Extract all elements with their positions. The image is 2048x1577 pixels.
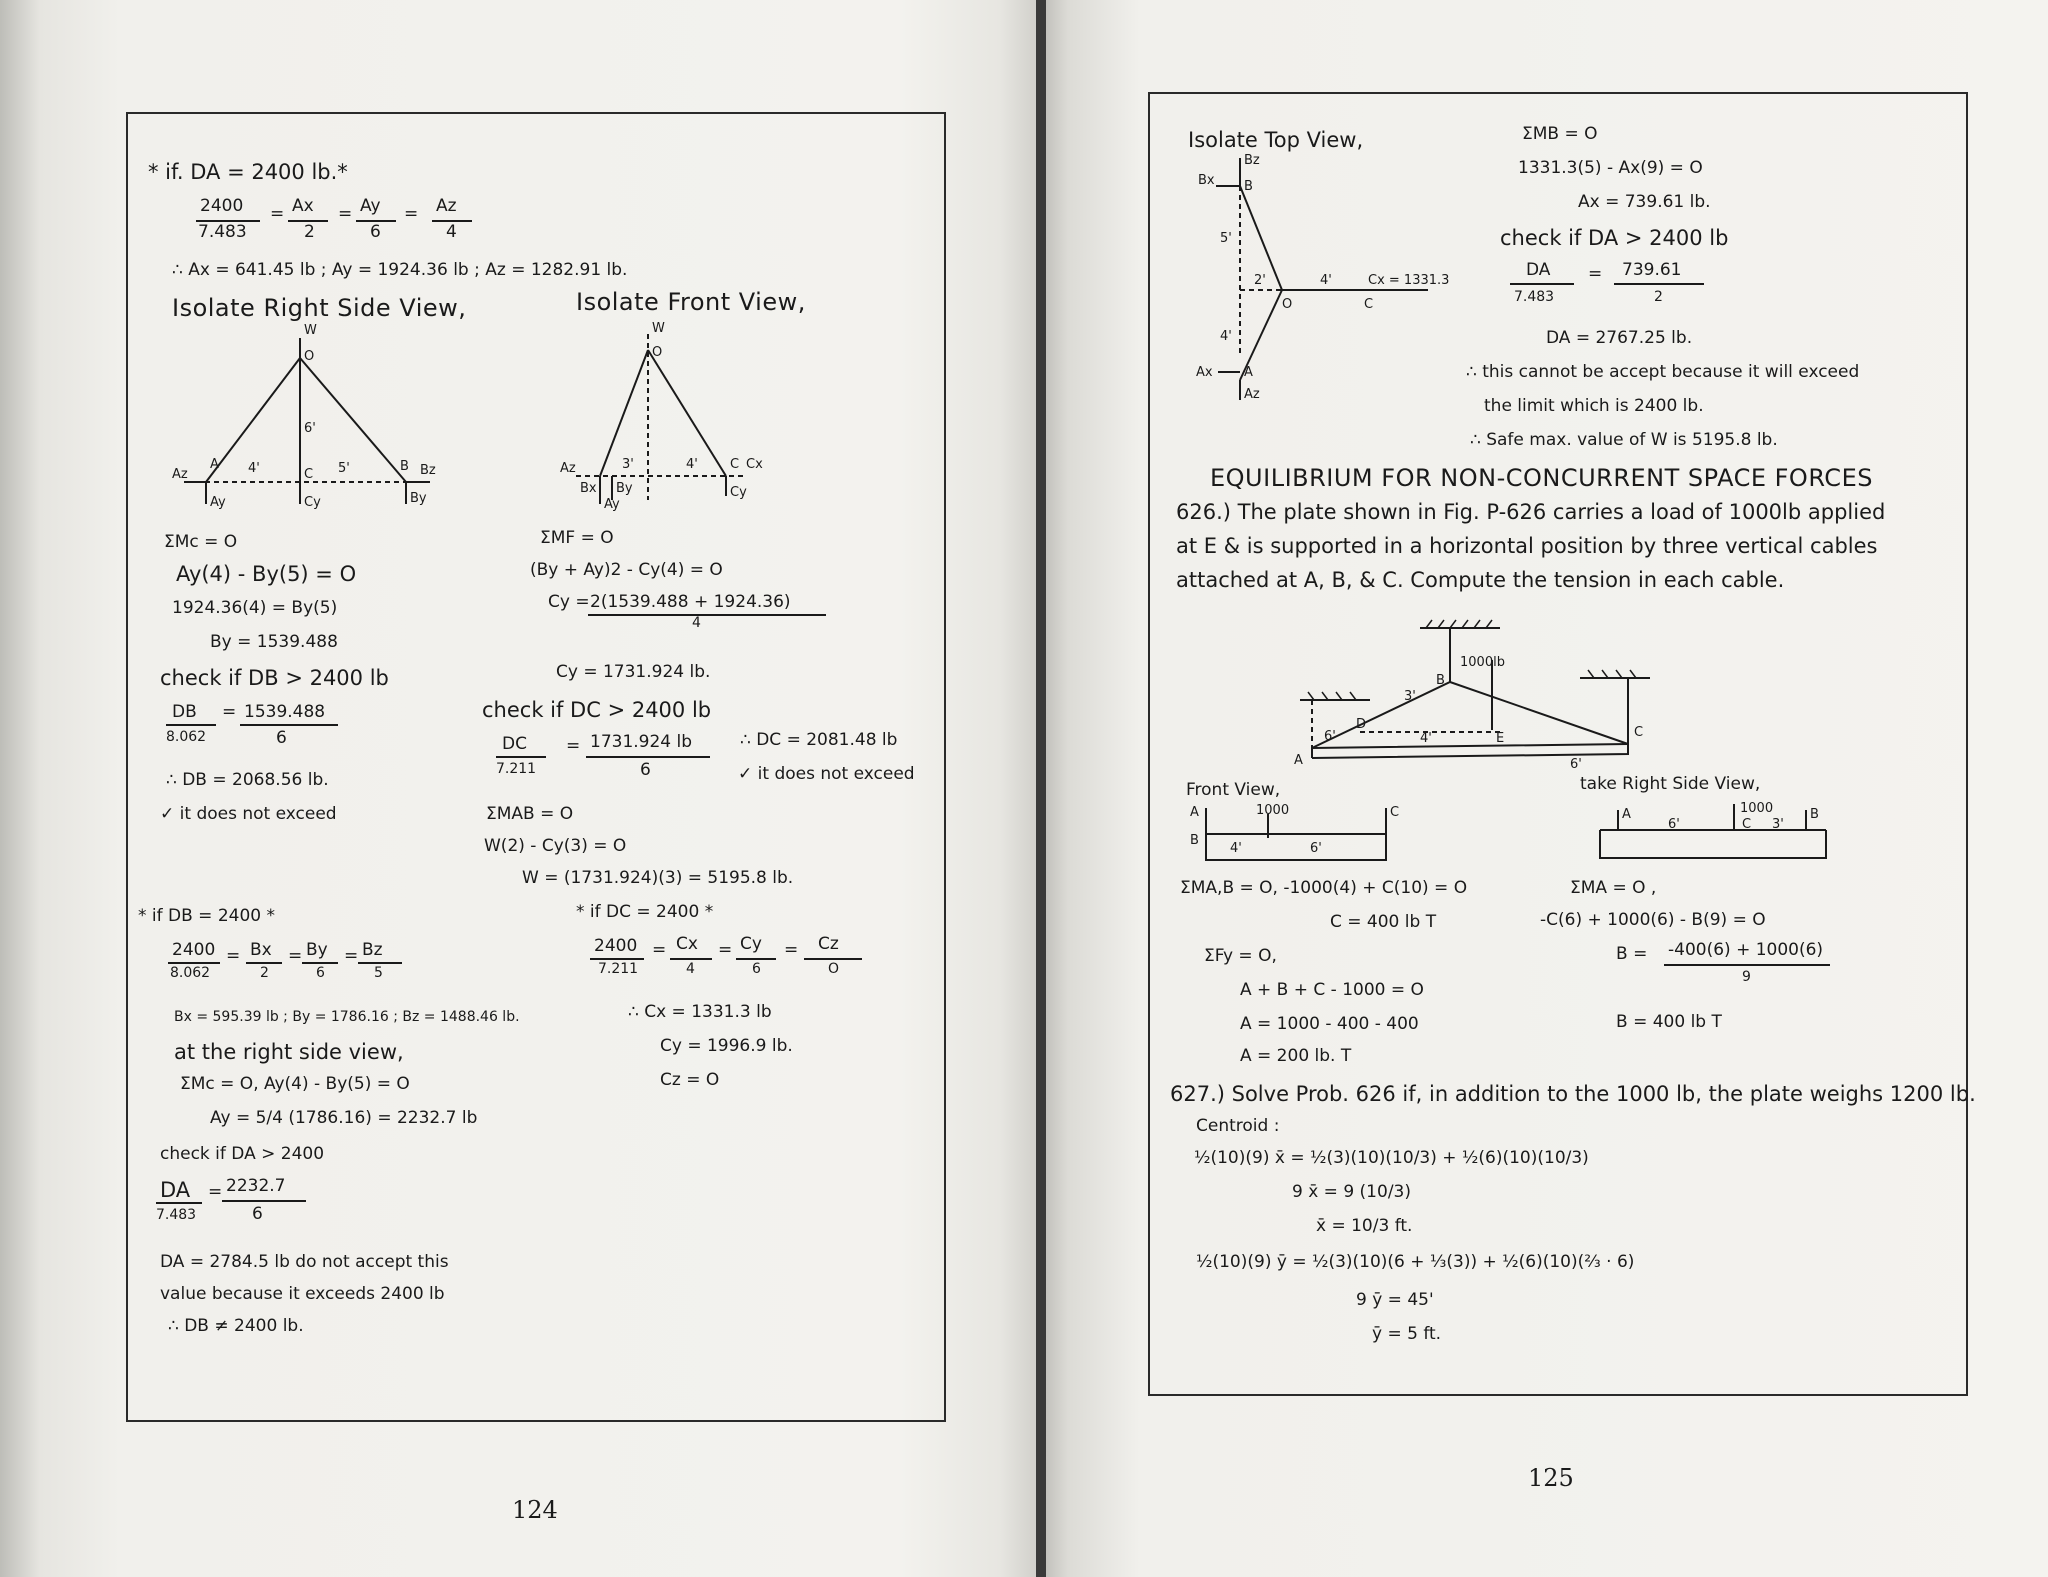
right-side-note: at the right side view, (174, 1040, 404, 1064)
cz-value: Cz = O (660, 1070, 720, 1090)
problem-626-line-1: 626.) The plate shown in Fig. P-626 carries a load of 1000lb applied (1176, 500, 1886, 524)
a-label: A (1622, 807, 1631, 822)
eq-by-ay: (By + Ay)2 - Cy(4) = O (530, 560, 723, 580)
centroid-eq-4: ½(10)(9) ȳ = ½(3)(10)(6 + ⅓(3)) + ½(6)(10)(⅔ · 6) (1196, 1252, 1635, 1272)
bz-label: Bz (420, 463, 436, 478)
centroid-eq-3: x̄ = 10/3 ft. (1316, 1216, 1413, 1236)
b-label: B (1810, 807, 1819, 822)
eq-1331: 1331.3(5) - Ax(9) = O (1518, 158, 1703, 178)
problem-626-line-2: at E & is supported in a horizontal position by three vertical cables (1176, 534, 1878, 558)
centroid-eq-5: 9 ȳ = 45' (1356, 1290, 1434, 1310)
four-label: 4' (1230, 841, 1242, 856)
six-label-2: 6' (1570, 757, 1582, 772)
sum-mab-right: ΣMA,B = O, -1000(4) + C(10) = O (1180, 878, 1468, 898)
az-label: Az (172, 467, 188, 482)
c-label: C (730, 457, 740, 472)
ay-label: Ay (604, 497, 620, 512)
centroid-label: Centroid : (1196, 1116, 1280, 1136)
a-label: A (210, 457, 219, 472)
load-label: 1000 (1740, 801, 1774, 816)
centroid-eq-2: 9 x̄ = 9 (10/3) (1292, 1182, 1411, 1202)
book-spine (1036, 0, 1046, 1577)
c-label: C (304, 467, 314, 482)
eq-1924: 1924.36(4) = By(5) (172, 598, 338, 618)
check-dc: check if DC > 2400 lb (482, 698, 712, 722)
note-limit: the limit which is 2400 lb. (1484, 396, 1704, 416)
four-label-2: 4' (1220, 329, 1232, 344)
top-view-diagram (1196, 150, 1466, 400)
problem-626-line-3: attached at A, B, & C. Compute the tension in each cable. (1176, 568, 1785, 592)
sum-mc: ΣMc = O (164, 532, 238, 552)
c-label: C (1742, 817, 1752, 832)
three-label: 3' (1404, 689, 1416, 704)
right-side-view-heading: Isolate Right Side View, (172, 294, 467, 322)
b-label: B (1190, 833, 1199, 848)
c-label: C (1390, 805, 1400, 820)
sum-ma: ΣMA = O , (1570, 878, 1657, 898)
ma-equation: -C(6) + 1000(6) - B(9) = O (1540, 910, 1766, 930)
dc-result: ∴ DC = 2081.48 lb (740, 730, 898, 750)
three-label: 3' (622, 457, 634, 472)
ay-label: Ay (210, 495, 226, 510)
cx-label: Cx = 1331.3 (1368, 273, 1450, 288)
b-label: B (400, 459, 409, 474)
o-label: O (652, 345, 663, 360)
case-db-heading: * if DB = 2400 * (138, 906, 275, 926)
front-view-beam (1186, 804, 1406, 874)
db-ok: ✓ it does not exceed (160, 804, 337, 824)
ax-label: Ax (1196, 365, 1213, 380)
page-number-right: 125 (1528, 1464, 1574, 1492)
by-value: By = 1539.488 (210, 632, 338, 652)
b-label: B (1436, 673, 1445, 688)
eq-ay-by: Ay(4) - By(5) = O (176, 562, 357, 586)
bx-label: Bx (1198, 173, 1215, 188)
top-view-heading: Isolate Top View, (1188, 128, 1364, 152)
o-label: O (1282, 297, 1293, 312)
a-label: A (1244, 365, 1253, 380)
case-da-heading: * if. DA = 2400 lb.* (148, 160, 348, 184)
result-db: Bx = 595.39 lb ; By = 1786.16 ; Bz = 1488.46 lb. (174, 1009, 520, 1025)
four-label: 4' (1420, 731, 1432, 746)
safe-max: ∴ Safe max. value of W is 5195.8 lb. (1470, 430, 1778, 450)
c-result: C = 400 lb T (1330, 912, 1437, 932)
section-heading: EQUILIBRIUM FOR NON-CONCURRENT SPACE FORCES (1210, 464, 1873, 492)
eq-w-cy: W(2) - Cy(3) = O (484, 836, 627, 856)
cy-label: Cy (730, 485, 747, 500)
load-label: 1000 (1256, 803, 1290, 818)
three-label: 3' (1772, 817, 1784, 832)
da-reason: value because it exceeds 2400 lb (160, 1284, 445, 1304)
plate-diagram (1260, 620, 1690, 770)
centroid-eq-6: ȳ = 5 ft. (1372, 1324, 1442, 1344)
dc-ok: ✓ it does not exceed (738, 764, 915, 784)
load-label: 1000lb (1460, 655, 1505, 670)
check-db: check if DB > 2400 lb (160, 666, 389, 690)
cy-value: Cy = 1731.924 lb. (556, 662, 711, 682)
w-value: W = (1731.924)(3) = 5195.8 lb. (522, 868, 794, 888)
four-label-1: 4' (1320, 273, 1332, 288)
five-label: 5' (338, 461, 350, 476)
two-label: 2' (1254, 273, 1266, 288)
d-label: D (1356, 717, 1367, 732)
ay-equation: Ay = 5/4 (1786.16) = 2232.7 lb (210, 1108, 478, 1128)
sum-mb: ΣMB = O (1522, 124, 1598, 144)
centroid-eq-1: ½(10)(9) x̄ = ½(3)(10)(10/3) + ½(6)(10)(10/3) (1194, 1148, 1589, 1168)
sum-forces: A + B + C - 1000 = O (1240, 980, 1424, 1000)
right-side-view-diagram (170, 320, 470, 510)
a-calc: A = 1000 - 400 - 400 (1240, 1014, 1419, 1034)
front-view-heading: Isolate Front View, (576, 288, 806, 316)
case-dc-heading: * if DC = 2400 * (576, 902, 714, 922)
note-exceed: ∴ this cannot be accept because it will exceed (1466, 362, 1860, 382)
w-label: W (304, 323, 317, 338)
five-label: 5' (1220, 231, 1232, 246)
da-right: DA = 2767.25 lb. (1546, 328, 1693, 348)
ax-value: Ax = 739.61 lb. (1578, 192, 1711, 212)
sum-mf: ΣMF = O (540, 528, 614, 548)
o-label: O (304, 349, 315, 364)
cy-value-2: Cy = 1996.9 lb. (660, 1036, 793, 1056)
cx-value: ∴ Cx = 1331.3 lb (628, 1002, 772, 1022)
a-label: A (1294, 753, 1303, 768)
w-label: W (652, 321, 665, 336)
sum-mab: ΣMAB = O (486, 804, 574, 824)
c-label: C (1364, 297, 1374, 312)
side-view-beam (1596, 800, 1836, 870)
b-label: B (1244, 179, 1253, 194)
da-result: DA = 2784.5 lb do not accept this (160, 1252, 449, 1272)
az-label: Az (1244, 387, 1260, 402)
check-da: check if DA > 2400 (160, 1144, 325, 1164)
sum-fy: ΣFy = O, (1204, 946, 1277, 966)
mc-equation: ΣMc = O, Ay(4) - By(5) = O (180, 1074, 410, 1094)
six-label: 6' (304, 421, 316, 436)
result-a: ∴ Ax = 641.45 lb ; Ay = 1924.36 lb ; Az = 1282.91 lb. (172, 260, 628, 280)
page-number-left: 124 (512, 1496, 558, 1524)
a-label: A (1190, 805, 1199, 820)
four-label: 4' (248, 461, 260, 476)
e-label: E (1496, 731, 1505, 746)
db-result: ∴ DB = 2068.56 lb. (166, 770, 329, 790)
b-result: B = 400 lb T (1616, 1012, 1722, 1032)
four-label: 4' (686, 457, 698, 472)
bz-label: Bz (1244, 153, 1260, 168)
front-view-diagram (556, 320, 776, 510)
side-view-label: take Right Side View, (1580, 774, 1761, 794)
az-label: Az (560, 461, 576, 476)
six-label-1: 6' (1324, 729, 1336, 744)
by-label: By (410, 491, 427, 506)
front-view-label: Front View, (1186, 780, 1281, 800)
db-conclusion: ∴ DB ≠ 2400 lb. (168, 1316, 304, 1336)
a-result: A = 200 lb. T (1240, 1046, 1352, 1066)
six-label: 6' (1668, 817, 1680, 832)
cy-label: Cy (304, 495, 321, 510)
problem-627: 627.) Solve Prob. 626 if, in addition to the 1000 lb, the plate weighs 1200 lb. (1170, 1082, 1976, 1106)
by-label: By (616, 481, 633, 496)
six-label: 6' (1310, 841, 1322, 856)
bx-label: Bx (580, 481, 597, 496)
check-da-right: check if DA > 2400 lb (1500, 226, 1729, 250)
c-label: C (1634, 725, 1644, 740)
cx-label: Cx (746, 457, 763, 472)
